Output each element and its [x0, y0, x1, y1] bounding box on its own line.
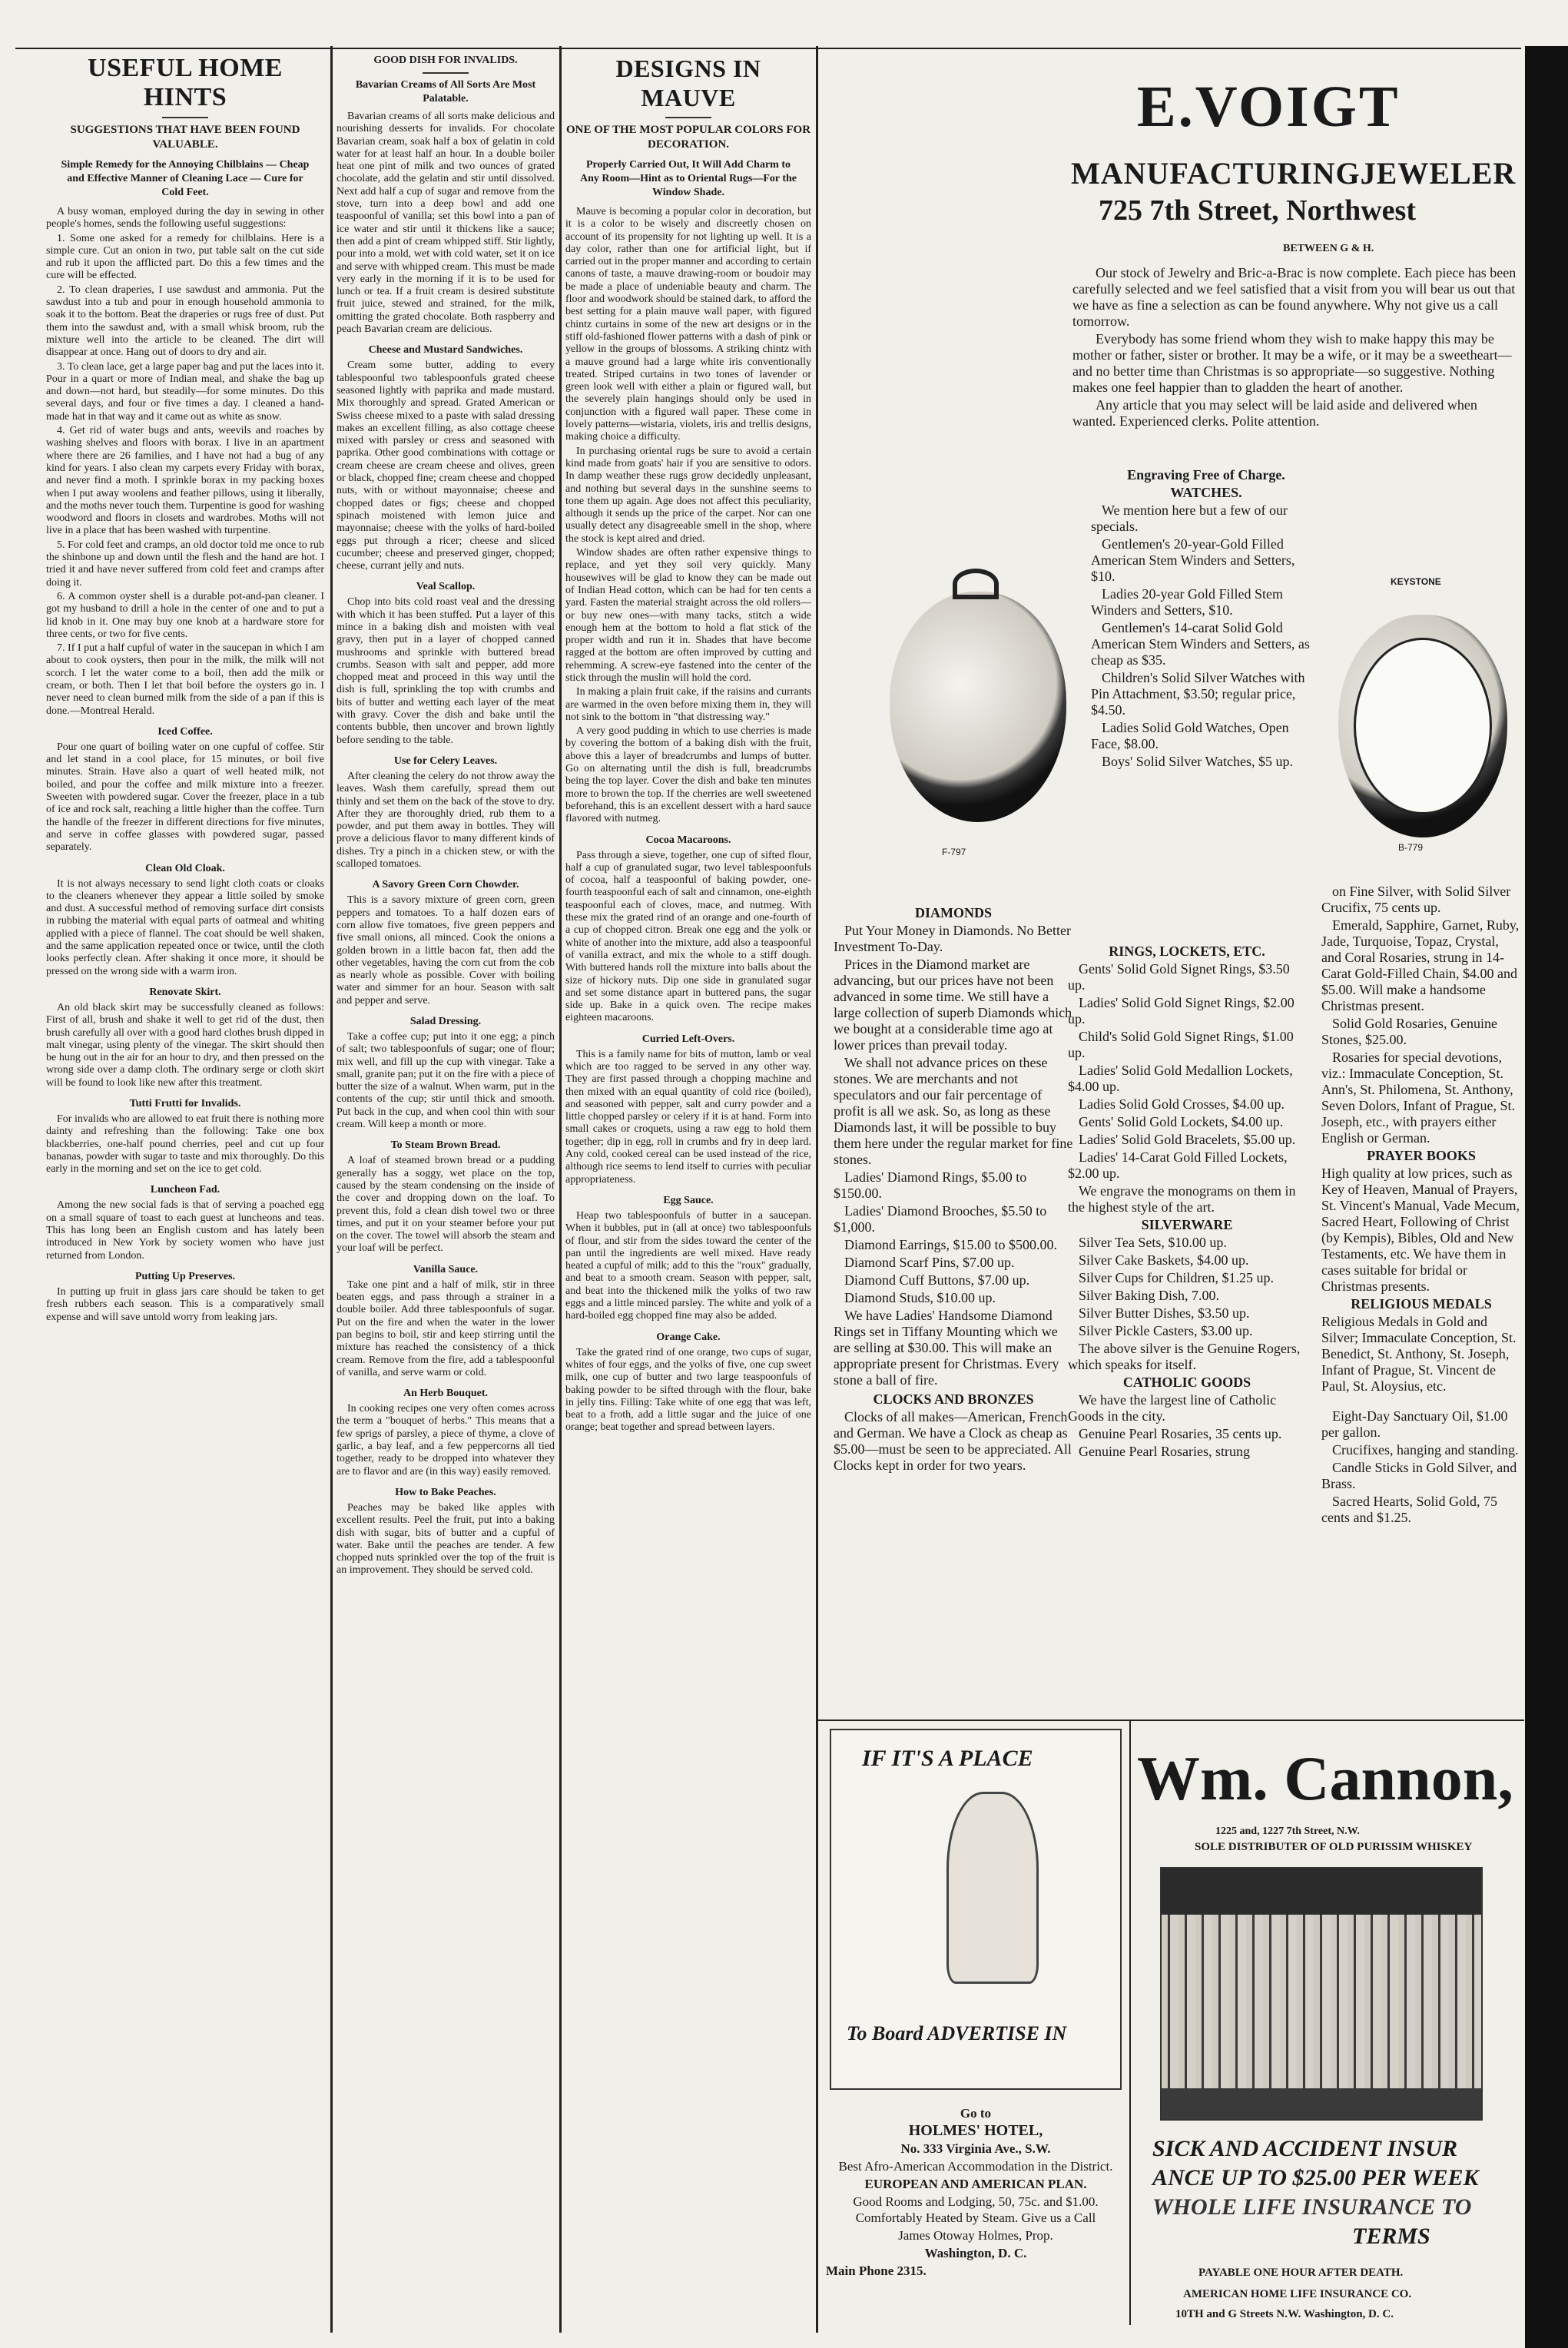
section-text: Cream some butter, adding to every tablespoonful two tablespoonfuls grated cheese seasoned lightly with paprika and made mustard. Mix thoroughly and spread. Grated American or Swiss cheese mixed to a paste with salad dressing makes an excellent filling, as also cottage cheese mixed with parsley or cress and seasoned with paprika. Other good combinations with cottage or cream cheese are cream cheese and olives, green or black, chopped fine; cream cheese and chopped nuts, with or without mayonnaise; cheese and chopped dates or figs; cheese and chopped spinach moistened with lemon juice and mayonnaise; cheese with the yolks of hard-boiled eggs put through a ricer; cheese and sliced cucumber; cheese and preserved ginger, chopped; cheese, currant jelly and nuts.: [336, 360, 555, 572]
column-home-hints: [46, 54, 324, 2343]
section-title: Cheese and Mustard Sandwiches.: [368, 344, 523, 357]
section-title: Putting Up Preserves.: [135, 1270, 235, 1282]
silver-list: [1068, 1235, 1306, 1373]
catholic-title: CATHOLIC GOODS: [1122, 1375, 1251, 1390]
rosary-item: on Fine Silver, with Solid Silver Crucifix, 75 cents up.: [1321, 884, 1511, 915]
watches-title: WATCHES.: [1170, 485, 1242, 500]
insurance-line1: SICK AND ACCIDENT INSUR: [1152, 2136, 1458, 2161]
section-text: In putting up fruit in glass jars care should be taken to get fresh rubbers each season. This is a comparatively small expense and will save untold worry from leaking jars.: [46, 1285, 324, 1323]
home-hint-paragraph: 5. For cold feet and cramps, an old doctor told me once to rub the shinbone up and down until the flesh and the hand are hot. I tried it and have never suffered from cold feet and cramps after doing it.: [46, 539, 324, 589]
mauve-paragraph: Mauve is becoming a popular color in decoration, but it is a color to be wisely and discreetly chosen on account of its propensity for not lighting up well. It is a day color, rather than one for artificial light, but if carried out in the proper manner and according to certain canons of taste, a mauve drawing-room or boudoir may be made a place of undeniable beauty and charm. The floor and woodwork should be stained dark, to afford the best setting for a plain mauve wall paper, with figured chintz curtains in some of the new art designs or in the stiff old-fashioned flower patterns with a dash of pink or yellow in the groups of blossoms. A striking chintz with a mauve ground had a large white iris conventionally treated. Striped curtains in two tones of lavender or green look well with either a plain or figured wall, but the severely plain hangings should only be used in conjunction with a figured wall paper. These come in lovely patterns—wistaria, violets, iris and trellis designs, making choice a difficulty.: [565, 206, 811, 443]
watch-item: Gentlemen's 20-year-Gold Filled American Stem Winders and Setters, $10.: [1091, 536, 1295, 584]
section-title: Use for Celery Leaves.: [393, 754, 498, 767]
subhead-mauve: ONE OF THE MOST POPULAR COLORS FOR DECORATION.: [565, 124, 811, 151]
diamond-item: Ladies' Diamond Rings, $5.00 to $150.00.: [834, 1169, 1027, 1201]
mauve-paragraph: A very good pudding in which to use cherries is made by covering the bottom of a baking dish with the fruit, above this a layer of breadcrumbs and lumps of butter. Go on alternating until the dish is full, breadcrumbs being the top layer. Cover the dish and bake ten minutes more to brown the top. If the cherries are well sweetened beforehand, this is an excellent dessert with a hard sauce flavored with nutmeg.: [565, 725, 811, 825]
insurance-payable: PAYABLE ONE HOUR AFTER DEATH.: [1198, 2267, 1404, 2279]
voigt-intro-p2: Everybody has some friend whom they wish to make happy this may be mother or father, sister or brother. It may be a wife, or it may be a sweetheart—and no better time than Christmas is so appropriate—so suggestive. Nothing makes one feel happier than to gladden the heart of another.: [1072, 331, 1512, 395]
section-text: Pour one quart of boiling water on one cupful of coffee. Stir and let stand in a cool place, for 15 minutes, or boil five minutes. Strain. Have also a quart of well heated milk, not boiled, and pour the coffee and milk mixture into a freezer. Sweeten with powdered sugar. Cover the freezer, place in a tub of ice and rock salt, reaching a little higher than the coffee. Turn the handle of the freezer in different directions for five minutes, and serve in coffee glasses with powdered sugar, passed separately.: [46, 741, 324, 854]
voigt-right-column: [1321, 884, 1521, 1527]
insurance-line3: WHOLE LIFE INSURANCE TO: [1152, 2194, 1472, 2220]
section-text: Peaches may be baked like apples with excellent results. Peel the fruit, put into a baking dish with sugar, bits of butter and a cupful of water. Bake until the peaches are tender. A few chopped nuts sprinkled over the top of the fruit is an improvement. They should be served cold.: [336, 1501, 555, 1577]
invalids-sections: [336, 343, 555, 1577]
ring-item: Ladies' Solid Gold Bracelets, $5.00 up.: [1079, 1132, 1296, 1147]
holmes-city: Washington, D. C.: [924, 2246, 1027, 2260]
catholic-item: We have the largest line of Catholic Goods in the city.: [1068, 1392, 1277, 1424]
home-hint-paragraph: 3. To clean lace, get a large paper bag and put the laces into it. Pour in a quart or more of Indian meal, and shake the bag up and down—not hard, but steadily—for some minutes. Do this several days, and four or five times a day. I cleaned a hand-made hat in that way and it came out as white as snow.: [46, 360, 324, 423]
section-text: This is a family name for bits of mutton, lamb or veal which are too ragged to be served in any other way. They are first passed through a chopping machine and then mixed with an equal quantity of cold rice (boiled), and seasoned with pepper, salt and curry powder and a little chopped parsley or celery if it is at hand. Form into small cakes or croquets, using a raw egg to hold them together; dip in egg, roll in crumbs and fry in deep lard. Any cold, cooked cereal can be used instead of the rice, although rice seems to lend itself to curries with peculiar appropriateness.: [565, 1048, 811, 1186]
holmes-rooms: Good Rooms and Lodging, 50, 75c. and $1.00. Comfortably Heated by Steam. Give us a Call: [853, 2194, 1099, 2225]
watch-item: Children's Solid Silver Watches with Pin Attachment, $3.50; regular price, $4.50.: [1091, 670, 1305, 718]
holmes-address: No. 333 Virginia Ave., S.W.: [900, 2141, 1051, 2156]
bavarian-intro: Bavarian creams of all sorts make delicious and nourishing desserts for invalids. For chocolate Bavarian cream, soak half a box of gelatin in cold water for at least half an hour. In a double boiler heat one pint of milk and two ounces of grated chocolate, add the gelatin and stir until dissolved. Next add half a cup of sugar and remove from the stove, turn into a deep bowl and add one teaspoonful of vanilla; set this bowl into a pan of ice water and stir until it thickens like a sauce; then add a pint of cream whipped stiff. Stir lightly, pour into a mold, wet with cold water, set it on ice and serve with whipped cream. This must be made very early in the morning if it is to be used for lunch or tea. If a fruit cream is desired substitute fruit juice, stewed and strained, for the milk, omitting the grated chocolate. Both raspberry and peach Bavarian cream are delicious.: [336, 111, 555, 336]
watch-item: Ladies Solid Gold Watches, Open Face, $8.00.: [1091, 720, 1289, 751]
clocks-title: CLOCKS AND BRONZES: [873, 1391, 1034, 1407]
pocket-watch-illustration: [890, 592, 1066, 822]
home-hint-paragraph: 4. Get rid of water bugs and ants, weevils and roaches by washing shelves and floors with borax. I live in an apartment where there are 26 families, and I have not had a bug of any kind for years. I also clean my carpets every Friday with borax, and never find a moth. I sprinkle borax in my packing boxes when I put away woolens and feather pillows, using it liberally, and the moths never touch them. Turpentine is good for washing woodword and floors in closets and wardrobes. Moths will not live in a place that has been washed with turpentine.: [46, 425, 324, 537]
section-text: Take the grated rind of one orange, two cups of sugar, whites of four eggs, and the yolks of five, one cup sweet milk, one cup of butter and two large teaspoonfuls of baking powder to be sifted through with the flour, bake in jelly tins. Filling: Take white of one egg that was left, beat to a froth, add a little sugar and the juice of one orange; beat together and spread between layers.: [565, 1346, 811, 1434]
prayer-text: High quality at low prices, such as Key of Heaven, Manual of Prayers, St. Vincent's Manual, Vade Mecum, Sacred Heart, Following of Christ (by Kempis), Bibles, Old and New Testaments, etc. We have them in cases suitable for bridal or Christmas presents.: [1321, 1166, 1520, 1294]
section-text: An old black skirt may be successfully cleaned as follows: First of all, brush and shake it well to get rid of the dust, then brush carefully all over with a good hard clothes brush dipped in malt vinegar, using plenty of the vinegar. The skirt should then be hung out in the air for an hour to dry, and then pressed on the wrong side over a damp cloth. The ordinary serge or cloth skirt will be found to look like new after this treatment.: [46, 1001, 324, 1089]
silver-item: Silver Tea Sets, $10.00 up.: [1079, 1235, 1227, 1250]
sanctuary-item: Eight-Day Sanctuary Oil, $1.00 per gallon.: [1321, 1408, 1508, 1440]
voigt-watches: [1091, 467, 1321, 771]
cannon-name: Wm. Cannon,: [1137, 1743, 1513, 1813]
watch-left-caption: F-797: [942, 847, 966, 857]
watch-item: Boys' Solid Silver Watches, $5 up.: [1102, 754, 1293, 769]
section-title: Vanilla Sauce.: [413, 1263, 479, 1275]
silver-item: Silver Pickle Casters, $3.00 up.: [1079, 1323, 1253, 1338]
headline-home-hints: USEFUL HOME HINTS: [88, 54, 283, 111]
section-text: A loaf of steamed brown bread or a pudding generally has a soggy, wet place on the top, caused by the steam condensing on the inside of the cover and dropping down on the loaf. To prevent this, fold a clean dish towel two or three times, and put it on your steamer before your put on the cover. The towel will absorb the steam and your loaf will be perfect.: [336, 1155, 555, 1255]
headline-good-dish: GOOD DISH FOR INVALIDS.: [373, 55, 518, 66]
insurance-line2: ANCE UP TO $25.00 PER WEEK: [1152, 2165, 1479, 2190]
watch-item: We mention here but a few of our specials.: [1091, 502, 1288, 534]
headline-mauve: DESIGNS IN MAUVE: [615, 55, 761, 111]
watch-bow: [953, 569, 999, 599]
deck-bavarian: Bavarian Creams of All Sorts Are Most Palatable.: [355, 79, 536, 104]
diamond-item: Put Your Money in Diamonds. No Better Investment To-Day.: [834, 923, 1072, 954]
column-rule: [559, 46, 562, 2333]
section-title: To Steam Brown Bread.: [390, 1139, 501, 1152]
silver-title: SILVERWARE: [1141, 1217, 1233, 1232]
holmes-goto: Go to: [960, 2106, 992, 2121]
board-art-top: IF IT'S A PLACE: [862, 1746, 1033, 1771]
section-title: An Herb Bouquet.: [403, 1388, 489, 1400]
ad-divider: [817, 1720, 1524, 1721]
medals-text: Religious Medals in Gold and Silver; Immaculate Conception, St. Benedict, St. Anthony, St. Joseph, Infant of Prague, St. Vincent de Paul, St. Aloysius, etc.: [1321, 1314, 1517, 1394]
voigt-diamonds: [834, 905, 1073, 1475]
voigt-rings: [1068, 944, 1306, 1461]
diamonds-title: DIAMONDS: [914, 905, 992, 920]
voigt-intro: [1072, 265, 1518, 431]
section-title: Iced Coffee.: [157, 725, 213, 738]
cannon-distributor: SOLE DISTRIBUTER OF OLD PURISSIM WHISKEY: [1195, 1841, 1473, 1853]
rosary-item: Rosaries for special devotions, viz.: Immaculate Conception, St. Ann's, St. Philomena, St. Anthony, Seven Dolors, Infant of Prague, St. Joseph, etc., with prayers either English or German.: [1321, 1050, 1515, 1146]
ring-item: Gents' Solid Gold Signet Rings, $3.50 up.: [1068, 961, 1290, 993]
prayer-title: PRAYER BOOKS: [1367, 1148, 1476, 1163]
section-title: A Savory Green Corn Chowder.: [372, 879, 519, 891]
section-text: Pass through a sieve, together, one cup of sifted flour, half a cup of granulated sugar, two level tablespoonfuls of cocoa, half a teaspoonful of baking powder, one-fourth teaspoonful each of salt and cinnamon, one-eighth teaspoonful each of cloves, mace, and nutmeg. With these mix the grated rind of an orange and one-fourth of a cup of chopped citron. Break one egg and the yolk or white of another into the mixture, add also a teaspoonful of vanilla extract, and mix the whole to a stiff dough. With buttered hands roll the mixture into balls about the size of hickory nuts. Dip one side in granulated sugar and set some distance apart in buttered pans, the sugar side up. Bake in a quick oven. The recipe makes eighteen macaroons.: [565, 849, 811, 1024]
section-title: Curried Left-Overs.: [641, 1033, 735, 1045]
diamond-item: Ladies' Diamond Brooches, $5.50 to $1,000.: [834, 1203, 1047, 1235]
section-text: Take a coffee cup; put into it one egg; a pinch of salt; two tablespoonfuls of sugar; one of flour; mix well, and fill up the cup with vinegar. Take a small, granite pan; put it on the fire with a piece of butter the size of a walnut. When warm, put in the contents of the cup; stir until thick and smooth. Put back in the cup, and when cool thin with sour cream. Will keep a month or more.: [336, 1031, 555, 1131]
section-title: Luncheon Fad.: [150, 1184, 220, 1196]
ring-item: Ladies' 14-Carat Gold Filled Lockets, $2.00 up.: [1068, 1149, 1288, 1181]
diamond-item: Diamond Earrings, $15.00 to $500.00.: [844, 1237, 1057, 1252]
catholic-item: Genuine Pearl Rosaries, strung: [1079, 1444, 1250, 1459]
insurance-company: AMERICAN HOME LIFE INSURANCE CO.: [1183, 2288, 1412, 2300]
ad-divider-v: [1129, 1721, 1131, 2325]
column-invalids: [336, 54, 555, 2343]
diamonds-list: [834, 923, 1073, 1388]
mauve-body: [565, 206, 811, 826]
medals-title: RELIGIOUS MEDALS: [1351, 1296, 1492, 1312]
divider: [423, 72, 469, 74]
rings-list: [1068, 961, 1306, 1215]
section-title: How to Bake Peaches.: [395, 1486, 496, 1498]
voigt-name: E.VOIGT: [1137, 75, 1401, 139]
deck-mauve: Properly Carried Out, It Will Add Charm to Any Room—Hint as to Oriental Rugs—For the Window Shade.: [579, 159, 797, 198]
home-hint-paragraph: 1. Some one asked for a remedy for chilblains. Here is a simple cure. Cut an onion in two, put table salt on the cut side and rub it upon the afflicted part. Do this a few times and the cure will be effected.: [46, 232, 324, 282]
silver-item: Silver Cake Baskets, $4.00 up.: [1079, 1252, 1249, 1268]
top-rule: [15, 48, 1521, 49]
watch-item: Gentlemen's 14-carat Solid Gold American Stem Winders and Setters, as cheap as $35.: [1091, 620, 1310, 668]
silver-item: The above silver is the Genuine Rogers, which speaks for itself.: [1068, 1341, 1301, 1372]
sanctuary-item: Candle Sticks in Gold Silver, and Brass.: [1321, 1460, 1517, 1491]
diamond-item: We have Ladies' Handsome Diamond Rings set in Tiffany Mounting which we are selling at $30.00. This will make an appropriate present for Christmas. Every stone a ball of fire.: [834, 1308, 1059, 1388]
diamond-item: Prices in the Diamond market are advancing, but our prices have not been advanced in some time. We still have a large collection of superb Diamonds which we bought at a considerable time ago at lower prices than prevail today.: [834, 957, 1072, 1053]
section-text: Chop into bits cold roast veal and the dressing with which it has been stuffed. Put a layer of this mince in a baking dish and moisten with veal gravy, then put in a layer of chopped canned mushrooms and sprinkle with buttered bread crumbs. Season with salt and pepper, add more chopped meat and proceed in this way until the dish is full, sprinkling the top with crumbs and bits of butter and wetting each layer of the meat with gravy. Cover the dish and bake until the contents bubble, then uncover and brown lightly before sending to the table.: [336, 596, 555, 746]
mauve-paragraph: In purchasing oriental rugs be sure to avoid a certain kind made from goats' hair if you are sensitive to odors. In damp weather these rugs grow decidedly unpleasant, and nothing but several days in the sunshine seems to tone them up again. Age does not affect this peculiarity, although it sends up the price of the carpet. Nor can one usually detect any disagreeable smell in the shop, where the stock is kept aired and dried.: [565, 445, 811, 545]
adjacent-page-edge: [1525, 46, 1568, 2348]
ring-item: Gents' Solid Gold Lockets, $4.00 up.: [1079, 1114, 1284, 1129]
watch-right-caption: B-779: [1398, 842, 1424, 853]
figure-illustration: [946, 1792, 1039, 1984]
holmes-prop: James Otoway Holmes, Prop.: [898, 2228, 1053, 2243]
section-title: Salad Dressing.: [409, 1016, 482, 1027]
section-text: In cooking recipes one very often comes across the term a "bouquet of herbs." This means that a few sprigs of parsley, a piece of thyme, a clove of garlic, a bay leaf, and a few peppercorns all tied together, ready to be dropped into whatever they are to flavor and are (in this way) easily removed.: [336, 1403, 555, 1477]
holmes-name: HOLMES' HOTEL,: [908, 2122, 1043, 2139]
watches-list: [1091, 502, 1321, 770]
column-rule: [330, 46, 333, 2333]
catholic-list: [1068, 1392, 1306, 1460]
section-text: Heap two tablespoonfuls of butter in a saucepan. When it bubbles, put in (all at once) two tablespoonfuls of flour, and stir from the sides toward the center of the pan until the ingredients are well mixed. Have ready heated a cupful of milk; add to this the "roux" gradually, and beat to a smooth cream. Season with pepper, salt, and beat into the thickened milk the yolks of two raw eggs and a little minced parsley. The white and yolk of a hard-boiled egg chopped fine may also be added.: [565, 1209, 811, 1322]
section-text: This is a savory mixture of green corn, green peppers and tomatoes. To a half dozen ears of corn allow five tomatoes, five green peppers and five small onions, all minced. Cook the onions a golden brown in a little bacon fat, then add the other vegetables, having the corn cut from the cob as nearly whole as possible. Cover with boiling water and simmer for an hour. Season with salt and pepper and serve.: [336, 894, 555, 1007]
building-illustration: [1160, 1867, 1483, 2121]
section-text: Take one pint and a half of milk, stir in three beaten eggs, and pass through a strainer in a double boiler. Add three tablespoonfuls of sugar. Put on the fire and when the water in the lower pan begins to boil, stir and keep stirring until the mixture has reached the consistency of a thick cream. Remove from the fire, add a tablespoonful of vanilla, and serve warm or cold.: [336, 1278, 555, 1378]
home-hint-paragraph: 7. If I put a half cupful of water in the saucepan in which I am about to cook oysters, then pour in the milk, the milk will not scorch. I let the water come to a boil, then add the milk or cream, or both. Then I let that boil before the oysters go in. I never need to clean burned milk from the side of a pan if this is done.—Montreal Herald.: [46, 642, 324, 717]
board-art-bottom: To Board ADVERTISE IN: [847, 2022, 1067, 2045]
section-title: Egg Sauce.: [663, 1194, 714, 1206]
holmes-plan: EUROPEAN AND AMERICAN PLAN.: [864, 2177, 1087, 2191]
voigt-address: 725 7th Street, Northwest: [1099, 194, 1416, 227]
divider: [162, 117, 208, 118]
ring-item: Ladies' Solid Gold Signet Rings, $2.00 up.: [1068, 995, 1295, 1026]
section-text: It is not always necessary to send light cloth coats or cloaks to the cleaners whenever they appear a little soiled by smoke and dust. A successful method of removing surface dirt consists in rubbing the material with equal parts of oatmeal and whiting applied with a piece of flannel. The coat should be well shaken, and the same application repeated once or twice, until the cloth looks perfectly clean. After shaking it once more, it should be pressed on the wrong side with a warm iron.: [46, 877, 324, 977]
ring-item: We engrave the monograms on them in the highest style of the art.: [1068, 1183, 1296, 1215]
watch-item: Ladies 20-year Gold Filled Stem Winders and Setters, $10.: [1091, 586, 1283, 618]
ring-item: Ladies' Solid Gold Medallion Lockets, $4.00 up.: [1068, 1063, 1293, 1094]
section-text: After cleaning the celery do not throw away the leaves. Wash them carefully, spread them out thinly and set them on the back of the stove to dry. After they are thoroughly dried, rub them to a powder, and put them away in bottles. They will prove a delicious flavor to many different kinds of dishes. Try a pinch in a chicken stew, or with the scalloped tomatoes.: [336, 770, 555, 871]
rosary-item: Emerald, Sapphire, Garnet, Ruby, Jade, Turquoise, Topaz, Crystal, and Coral Rosaries, strung in 14-Carat Gold-Filled Chain, $4.00 and $5.00. Will make a handsome Christmas present.: [1321, 917, 1520, 1013]
home-hint-paragraph: 6. A common oyster shell is a durable pot-and-pan cleaner. I got my husband to drill a hole in the center of one and to put a lid knob in it. One may buy one knob at a hardware store for three cents, or two for five cents.: [46, 590, 324, 640]
section-title: Cocoa Macaroons.: [645, 834, 731, 846]
subhead-home-hints: SUGGESTIONS THAT HAVE BEEN FOUND VALUABLE.: [70, 124, 300, 151]
section-title: Renovate Skirt.: [149, 986, 221, 998]
mauve-paragraph: In making a plain fruit cake, if the raisins and currants are warmed in the oven before mixing them in, they will not sink to the bottom in "that distressing way.": [565, 686, 811, 723]
sanctuary-item: Sacred Hearts, Solid Gold, 75 cents and $1.25.: [1321, 1494, 1497, 1525]
column-mauve: [565, 54, 811, 2343]
section-text: Among the new social fads is that of serving a poached egg on a small square of toast to each guest at luncheons and teas. This has long been an English custom and has lately been introduced in New York by society women who have just returned from London.: [46, 1199, 324, 1262]
catholic-item: Genuine Pearl Rosaries, 35 cents up.: [1079, 1426, 1282, 1441]
column-rule: [816, 46, 818, 2333]
home-hint-paragraph: 2. To clean draperies, I use sawdust and ammonia. Put the sawdust into a tub and pour in enough household ammonia to soak it to the bottom. Beat the draperies or rugs free of dust. Put them into the sawdust and, with a small whisk broom, rub the mixture well into the article to be cleaned. The dirt will disappear at once. Hang out of doors to dry and air.: [46, 284, 324, 359]
ring-item: Child's Solid Gold Signet Rings, $1.00 up.: [1068, 1029, 1294, 1060]
rosaries-list: [1321, 884, 1521, 1146]
holmes-best: Best Afro-American Accommodation in the District.: [838, 2159, 1113, 2174]
voigt-tagline: MANUFACTURINGJEWELER: [1071, 156, 1517, 191]
rosary-item: Solid Gold Rosaries, Genuine Stones, $25.00.: [1321, 1016, 1497, 1047]
board-illustration: [830, 1729, 1122, 2090]
insurance-line4: TERMS: [1352, 2224, 1430, 2249]
voigt-intro-p1: Our stock of Jewelry and Bric-a-Brac is now complete. Each piece has been carefully selected and we feel satisfied that a visit from you will bear us out that we have as fine a selection as can be found anywhere. Why not give us a call tomorrow.: [1072, 265, 1517, 329]
diamond-item: Diamond Scarf Pins, $7.00 up.: [844, 1255, 1015, 1270]
mauve-sections: [565, 834, 811, 1434]
section-title: Veal Scallop.: [416, 581, 476, 593]
home-hint-paragraph: A busy woman, employed during the day in sewing in other people's homes, sends the following useful suggestions:: [46, 206, 324, 230]
deck-home-hints: Simple Remedy for the Annoying Chilblains — Cheap and Effective Manner of Cleaning Lace — Cure for Cold Feet.: [61, 159, 310, 198]
sanctuary-list: [1321, 1408, 1521, 1526]
section-title: Clean Old Cloak.: [145, 862, 225, 874]
diamond-item: We shall not advance prices on these stones. We are merchants and not speculators and our fair percentage of profit is all we ask. So, as long as these Diamonds last, it will be possible to buy them here under the regular market for fine stones.: [834, 1055, 1073, 1167]
section-text: For invalids who are allowed to eat fruit there is nothing more dainty and refreshing than the following: Take one box blackberries, one-half pound cherries, peel and cut up four bananas, powder with sugar to taste and mix thoroughly. Do this early in the morning and set on the ice to get cold.: [46, 1113, 324, 1176]
mauve-paragraph: Window shades are often rather expensive things to replace, and yet they soil very quickly. Many housewives will be glad to know they can be made out of Indian Head cotton, which can be had for ten cents a yard. Fasten the material straight across the old rollers—or buy new ones—with many tacks, stitch a wide enough hem at the bottom to hold a flat stick of the proper width and run it in. Shades that have become ragged at the bottom are often improved by cutting and rehemming. A screw-eye fastened into the center of the stick through the muslin will hold the cord.: [565, 547, 811, 684]
insurance-address: 10TH and G Streets N.W. Washington, D. C.: [1175, 2308, 1394, 2320]
silver-item: Silver Cups for Children, $1.25 up.: [1079, 1270, 1274, 1285]
watch-brand: KEYSTONE: [1391, 576, 1441, 587]
silver-item: Silver Butter Dishes, $3.50 up.: [1079, 1305, 1250, 1321]
watch-face: [1354, 638, 1492, 814]
diamond-item: Diamond Studs, $10.00 up.: [844, 1290, 996, 1305]
divider: [665, 117, 711, 118]
cannon-address: 1225 and, 1227 7th Street, N.W.: [1215, 1826, 1360, 1837]
section-title: Orange Cake.: [656, 1331, 721, 1343]
home-hints-body: [46, 206, 324, 718]
voigt-between: BETWEEN G & H.: [1283, 243, 1374, 254]
voigt-intro-p3: Any article that you may select will be laid aside and delivered when wanted. Experienced clerks. Polite attention.: [1072, 397, 1477, 429]
engraving-note: Engraving Free of Charge.: [1127, 467, 1285, 483]
ring-item: Ladies Solid Gold Crosses, $4.00 up.: [1079, 1096, 1285, 1112]
building-base: [1162, 2088, 1481, 2119]
building-roof: [1162, 1869, 1481, 1915]
holmes-hotel-ad: [826, 2105, 1125, 2280]
silver-item: Silver Baking Dish, 7.00.: [1079, 1288, 1219, 1303]
diamond-item: Diamond Cuff Buttons, $7.00 up.: [844, 1272, 1030, 1288]
sanctuary-item: Crucifixes, hanging and standing.: [1332, 1442, 1519, 1458]
home-hints-sections: [46, 725, 324, 1324]
holmes-phone: Main Phone 2315.: [826, 2263, 927, 2278]
section-title: Tutti Frutti for Invalids.: [129, 1098, 241, 1109]
clocks-text: Clocks of all makes—American, French and German. We have a Clock as cheap as $5.00—must be seen to be appreciated. All Clocks kept in order for two years.: [834, 1409, 1072, 1473]
rings-title: RINGS, LOCKETS, ETC.: [1109, 944, 1265, 959]
